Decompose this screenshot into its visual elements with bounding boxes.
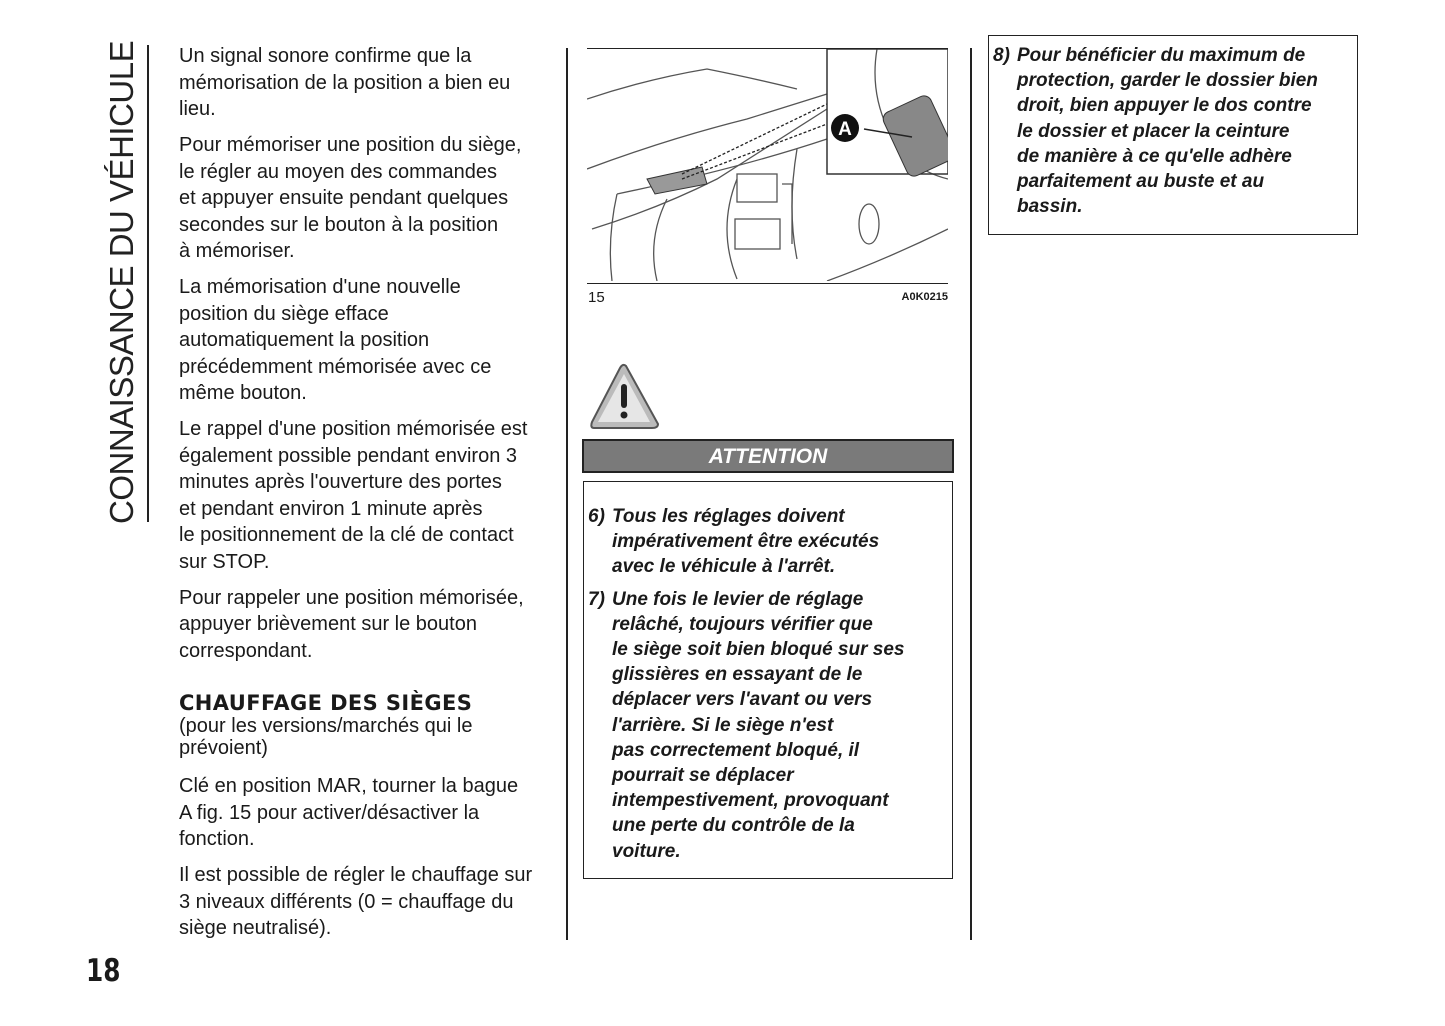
figure-code: A0K0215 [901, 291, 948, 303]
attention-banner: ATTENTION [582, 439, 954, 473]
column-divider [970, 48, 972, 940]
page-number: 18 [86, 953, 121, 989]
callout-a-label: A [838, 119, 852, 140]
warning-item [588, 504, 946, 580]
warning-item [588, 587, 946, 864]
item-text: Une fois le levier de réglage relâché, toujours vérifier que le siège soit bien bloqué sur ses glissières en essayant de le déplacer vers l'avant ou vers l'arrière. Si le siège n'est pas correctement bloqué, il pourrait se déplacer intempestivement, provoquant une perte du contrôle de la voiture. [612, 588, 905, 862]
paragraph: Pour rappeler une position mémorisée, appuyer brièvement sur le bouton correspondant. [179, 586, 524, 662]
paragraph: Le rappel d'une position mémorisée est également possible pendant environ 3 minutes après l'ouverture des portes et pendant environ 1 minute après le positionnement de la clé de contact sur STOP. [179, 418, 528, 573]
paragraph: Clé en position MAR, tourner la bague A fig. 15 pour activer/désactiver la fonction. [179, 775, 519, 850]
text-column-1 [179, 43, 554, 951]
paragraph: Un signal sonore confirme que la mémorisation de la position a bien eu lieu. [179, 45, 511, 120]
figure-number: 15 [588, 289, 605, 306]
note-box [988, 35, 1358, 235]
section-heading: CHAUFFAGE DES SIÈGES [179, 691, 473, 715]
paragraph: Pour mémoriser une position du siège, le régler au moyen des commandes et appuyer ensuite pendant quelques secondes sur le bouton à la position à mémoriser. [179, 134, 522, 262]
seat-illustration [587, 49, 948, 281]
section-subheading: (pour les versions/marchés qui le prévoient) [179, 715, 473, 759]
column-divider [566, 48, 568, 940]
paragraph: La mémorisation d'une nouvelle position du siège efface automatiquement la position précédemment mémorisée avec ce même bouton. [179, 276, 492, 404]
item-text: Pour bénéficier du maximum de protection, garder le dossier bien droit, bien appuyer le dos contre le dossier et placer la ceinture de manière à ce qu'elle adhère parfaitement au buste et au bassin. [1017, 45, 1318, 218]
item-number: 6) [588, 506, 605, 527]
warning-triangle-icon [588, 362, 660, 437]
warning-box [583, 481, 953, 879]
item-number: 8) [993, 45, 1010, 66]
title-rule [147, 45, 149, 522]
paragraph: Il est possible de régler le chauffage sur 3 niveaux différents (0 = chauffage du siège neutralisé). [179, 864, 533, 939]
note-item [993, 43, 1351, 219]
section-title: CONNAISSANCE DU VÉHICULE [103, 40, 140, 524]
item-number: 7) [588, 588, 605, 610]
figure-seat-controls [587, 48, 948, 284]
item-text: Tous les réglages doivent impérativement être exécutés avec le véhicule à l'arrêt. [612, 506, 880, 578]
